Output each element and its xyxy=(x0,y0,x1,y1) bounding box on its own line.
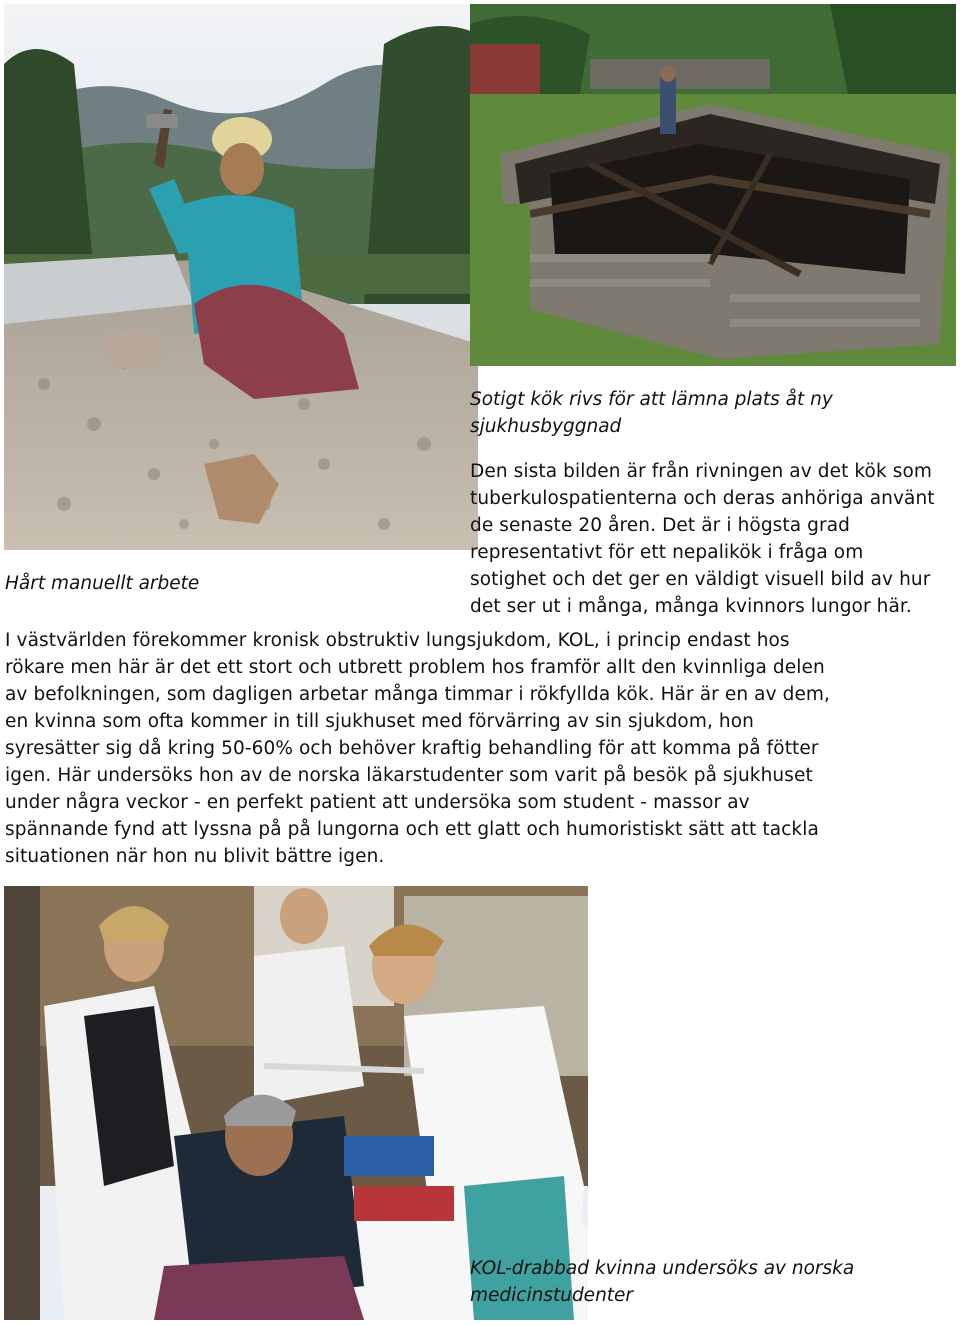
photo-burned-kitchen-demolition-icon xyxy=(470,4,956,366)
burned-kitchen-caption xyxy=(470,386,950,440)
burned-kitchen-caption-line: Sotigt kök rivs för att lämna plats åt ny xyxy=(470,389,833,410)
main-paragraph-line: igen. Här undersöks hon av de norska läkarstudenter som varit på besök på sjukhuset xyxy=(5,765,813,786)
burned-kitchen-caption-line: sjukhusbyggnad xyxy=(470,416,622,437)
main-paragraph-line: I västvärlden förekommer kronisk obstruktiv lungsjukdom, KOL, i princip endast hos xyxy=(5,630,790,651)
main-paragraph-line: av befolkningen, som dagligen arbetar många timmar i rökfyllda kök. Här är en av dem, xyxy=(5,684,831,705)
main-paragraph-line: spännande fynd att lyssna på på lungorna och ett glatt och humoristiskt sätt att tackla xyxy=(5,819,819,840)
stone-worker-photo xyxy=(4,4,478,550)
side-paragraph-line: det ser ut i många, många kvinnors lungor här. xyxy=(470,596,912,617)
examination-caption-line: medicinstudenter xyxy=(470,1285,634,1306)
examination-caption-line: KOL-drabbad kvinna undersöks av norska xyxy=(470,1258,855,1279)
examination-caption xyxy=(470,1255,950,1309)
main-paragraph-line: en kvinna som ofta kommer in till sjukhuset med förvärring av sin sjukdom, hon xyxy=(5,711,755,732)
photo-woman-breaking-stones-icon xyxy=(4,4,478,550)
stone-worker-caption: Hårt manuellt arbete xyxy=(5,573,200,594)
main-paragraph-line: syresätter sig då kring 50-60% och behöver kraftig behandling för att komma på fötter xyxy=(5,738,819,759)
main-paragraph-line: rökare men här är det ett stort och utbrett problem hos framför allt den kvinnliga delen xyxy=(5,657,825,678)
side-paragraph xyxy=(470,458,956,620)
side-paragraph-line: de senaste 20 åren. Det är i högsta grad xyxy=(470,515,850,536)
side-paragraph-line: sotighet och det ger en väldigt visuell bild av hur xyxy=(470,569,931,590)
side-paragraph-line: Den sista bilden är från rivningen av det kök som xyxy=(470,461,933,482)
main-paragraph xyxy=(5,627,955,870)
main-paragraph-line: situationen när hon nu blivit bättre igen. xyxy=(5,846,385,867)
burned-kitchen-photo xyxy=(470,4,956,366)
main-paragraph-line: under några veckor - en perfekt patient att undersöka som student - massor av xyxy=(5,792,750,813)
side-paragraph-line: representativt för ett nepalikök i fråga om xyxy=(470,542,864,563)
side-paragraph-line: tuberkulospatienterna och deras anhöriga använt xyxy=(470,488,935,509)
